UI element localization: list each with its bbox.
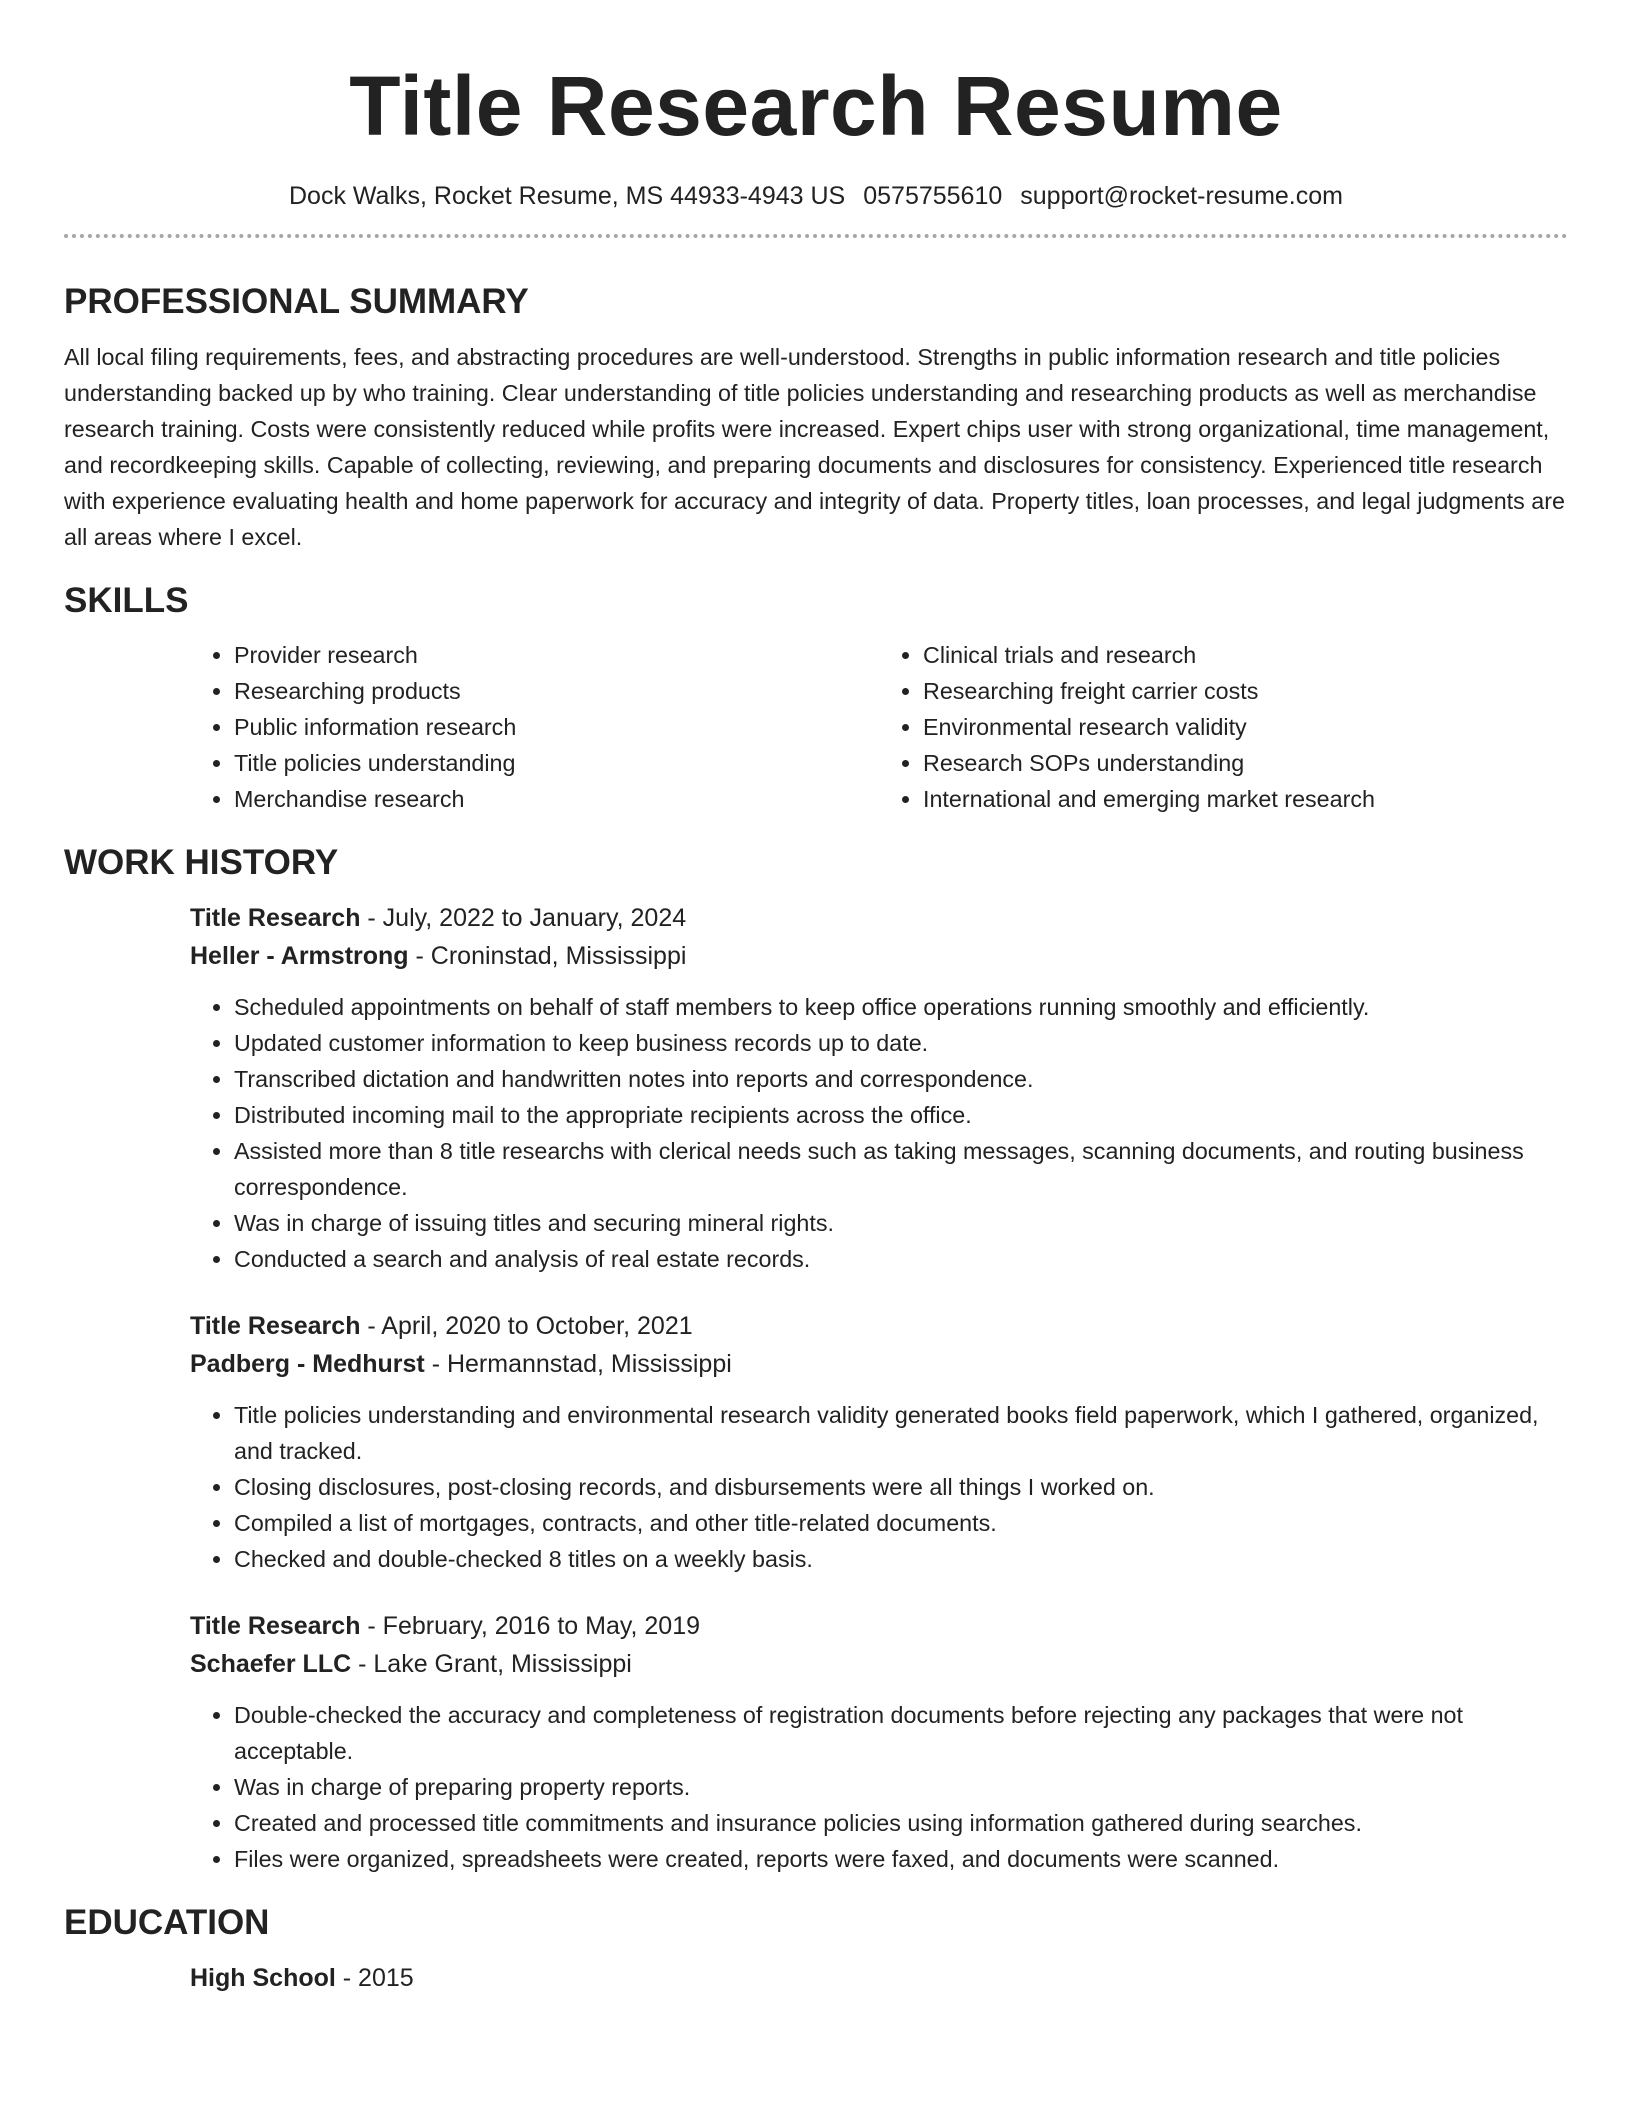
skill-item: • Research SOPs understanding bbox=[923, 745, 1568, 781]
job-title-line bbox=[190, 1307, 1568, 1345]
job-bullet: • Updated customer information to keep business records up to date. bbox=[234, 1025, 1568, 1061]
contact-line bbox=[64, 180, 1568, 212]
skill-item: • Title policies understanding bbox=[234, 745, 879, 781]
job-entry bbox=[190, 899, 1568, 1277]
job-role: Title Research bbox=[190, 904, 361, 932]
job-company: Schaefer LLC bbox=[190, 1650, 352, 1678]
job-role: Title Research bbox=[190, 1612, 361, 1640]
job-bullet: • Double-checked the accuracy and completeness of registration documents before rejecting any packages that were not acceptable. bbox=[234, 1697, 1568, 1769]
skill-item: • Environmental research validity bbox=[923, 709, 1568, 745]
job-dates: - February, 2016 to May, 2019 bbox=[360, 1612, 700, 1640]
skill-item: • Researching products bbox=[234, 673, 879, 709]
job-dates: - July, 2022 to January, 2024 bbox=[360, 904, 687, 932]
job-company-line bbox=[190, 1645, 1568, 1683]
job-bullet: • Checked and double-checked 8 titles on a weekly basis. bbox=[234, 1541, 1568, 1577]
job-bullet: • Compiled a list of mortgages, contracts, and other title-related documents. bbox=[234, 1505, 1568, 1541]
job-bullet: • Files were organized, spreadsheets were created, reports were faxed, and documents were scanned. bbox=[234, 1841, 1568, 1877]
education-entry bbox=[190, 1959, 1568, 1997]
education-heading: EDUCATION bbox=[64, 1903, 270, 1942]
skill-item: • Merchandise research bbox=[234, 781, 879, 817]
skills-list bbox=[190, 637, 1568, 817]
skill-item: • Researching freight carrier costs bbox=[923, 673, 1568, 709]
job-bullets bbox=[190, 989, 1568, 1277]
skills-column-right bbox=[879, 637, 1568, 817]
job-bullet: • Was in charge of issuing titles and securing mineral rights. bbox=[234, 1205, 1568, 1241]
job-bullet: • Distributed incoming mail to the appropriate recipients across the office. bbox=[234, 1097, 1568, 1133]
job-company: Heller - Armstrong bbox=[190, 942, 409, 970]
job-bullet: • Title policies understanding and environmental research validity generated books field paperwork, which I gathered, organized, and tracked. bbox=[234, 1397, 1568, 1469]
job-role: Title Research bbox=[190, 1312, 361, 1340]
job-bullet: • Transcribed dictation and handwritten notes into reports and correspondence. bbox=[234, 1061, 1568, 1097]
job-bullet: • Conducted a search and analysis of real estate records. bbox=[234, 1241, 1568, 1277]
summary-heading: PROFESSIONAL SUMMARY bbox=[64, 282, 529, 321]
resume-page bbox=[64, 0, 1568, 1997]
contact-phone: 0575755610 bbox=[863, 182, 1003, 210]
job-location: - Lake Grant, Mississippi bbox=[351, 1650, 632, 1678]
work-history-heading: WORK HISTORY bbox=[64, 843, 339, 882]
job-title-line bbox=[190, 1607, 1568, 1645]
job-company: Padberg - Medhurst bbox=[190, 1350, 425, 1378]
job-entry bbox=[190, 1607, 1568, 1877]
job-bullets bbox=[190, 1397, 1568, 1577]
skills-column-left bbox=[190, 637, 879, 817]
job-entry bbox=[190, 1307, 1568, 1577]
job-location: - Hermannstad, Mississippi bbox=[424, 1350, 732, 1378]
resume-title: Title Research Resume bbox=[349, 59, 1283, 153]
job-bullets bbox=[190, 1697, 1568, 1877]
job-bullet: • Scheduled appointments on behalf of staff members to keep office operations running smoothly and efficiently. bbox=[234, 989, 1568, 1025]
skill-item: • Clinical trials and research bbox=[923, 637, 1568, 673]
job-dates: - April, 2020 to October, 2021 bbox=[360, 1312, 693, 1340]
job-bullet: • Created and processed title commitments and insurance policies using information gathered during searches. bbox=[234, 1805, 1568, 1841]
job-title-line bbox=[190, 899, 1568, 937]
skill-item: • International and emerging market research bbox=[923, 781, 1568, 817]
skill-item: • Public information research bbox=[234, 709, 879, 745]
education-degree: High School bbox=[190, 1964, 336, 1992]
education-year: - 2015 bbox=[335, 1964, 414, 1992]
contact-email: support@rocket-resume.com bbox=[1020, 182, 1343, 210]
summary-text: All local filing requirements, fees, and abstracting procedures are well-understood. Strengths in public information research and title policies understanding backed up by who training. Clear understanding of title policies understanding and researching products as well as merchandise research training. Costs were consistently reduced while profits were increased. Expert chips user with strong organizational, time management, and recordkeeping skills. Capable of collecting, reviewing, and preparing documents and disclosures for consistency. Experienced title research with experience evaluating health and home paperwork for accuracy and integrity of data. Property titles, loan processes, and legal judgments are all areas where I excel. bbox=[64, 344, 1565, 550]
skills-heading: SKILLS bbox=[64, 581, 189, 620]
header-divider bbox=[64, 234, 1568, 238]
job-bullet: • Was in charge of preparing property reports. bbox=[234, 1769, 1568, 1805]
skill-item: • Provider research bbox=[234, 637, 879, 673]
contact-address: Dock Walks, Rocket Resume, MS 44933-4943 US bbox=[288, 182, 846, 210]
job-bullet: • Closing disclosures, post-closing records, and disbursements were all things I worked on. bbox=[234, 1469, 1568, 1505]
job-company-line bbox=[190, 937, 1568, 975]
job-location: - Croninstad, Mississippi bbox=[408, 942, 687, 970]
job-bullet: • Assisted more than 8 title researchs with clerical needs such as taking messages, scanning documents, and routing business correspondence. bbox=[234, 1133, 1568, 1205]
job-company-line bbox=[190, 1345, 1568, 1383]
